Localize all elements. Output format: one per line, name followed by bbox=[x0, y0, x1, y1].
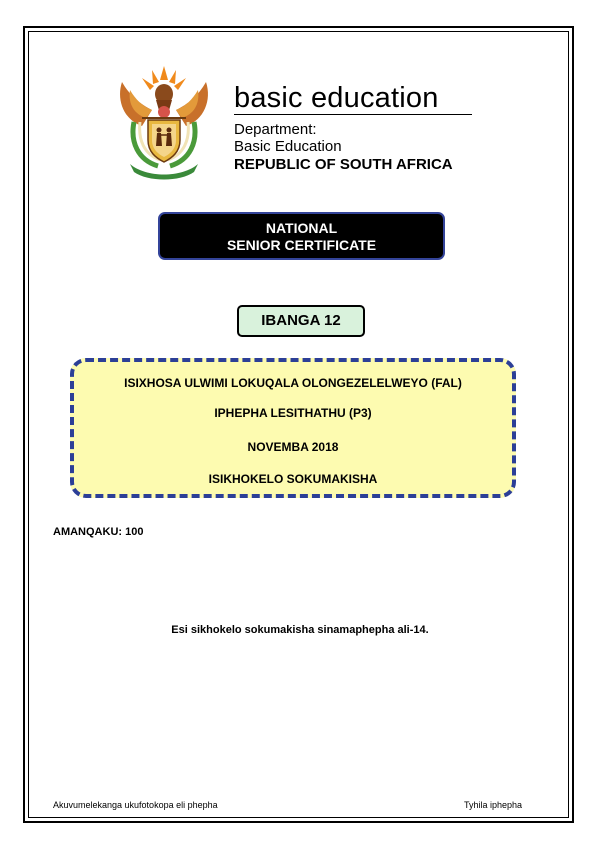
certificate-banner bbox=[158, 212, 445, 260]
certificate-line-2: SENIOR CERTIFICATE bbox=[226, 237, 377, 253]
subject-panel bbox=[70, 358, 516, 498]
brand-block bbox=[234, 80, 472, 173]
subject-title: ISIXHOSA ULWIMI LOKUQALA OLONGEZELELWEYO (FAL) bbox=[124, 376, 462, 390]
grade-badge: IBANGA 12 bbox=[237, 305, 365, 337]
coat-of-arms-icon bbox=[112, 60, 216, 184]
total-marks: AMANQAKU: 100 bbox=[53, 526, 144, 538]
copyright-notice: Akuvumelekanga ukufotokopa eli phepha bbox=[53, 800, 218, 810]
page-count-note: Esi sikhokelo sokumakisha sinamaphepha ali-14. bbox=[171, 624, 429, 636]
department-label: Department: bbox=[234, 121, 317, 138]
brand-name: basic education bbox=[234, 82, 439, 114]
certificate-line-1: NATIONAL bbox=[265, 220, 338, 236]
department-name: Basic Education bbox=[234, 138, 342, 155]
document-type: ISIKHOKELO SOKUMAKISHA bbox=[208, 472, 378, 486]
paper-number: IPHEPHA LESITHATHU (P3) bbox=[214, 406, 372, 420]
exam-date: NOVEMBA 2018 bbox=[247, 440, 339, 454]
country-name: REPUBLIC OF SOUTH AFRICA bbox=[234, 156, 453, 173]
turn-page-note: Tyhila iphepha bbox=[464, 800, 523, 810]
